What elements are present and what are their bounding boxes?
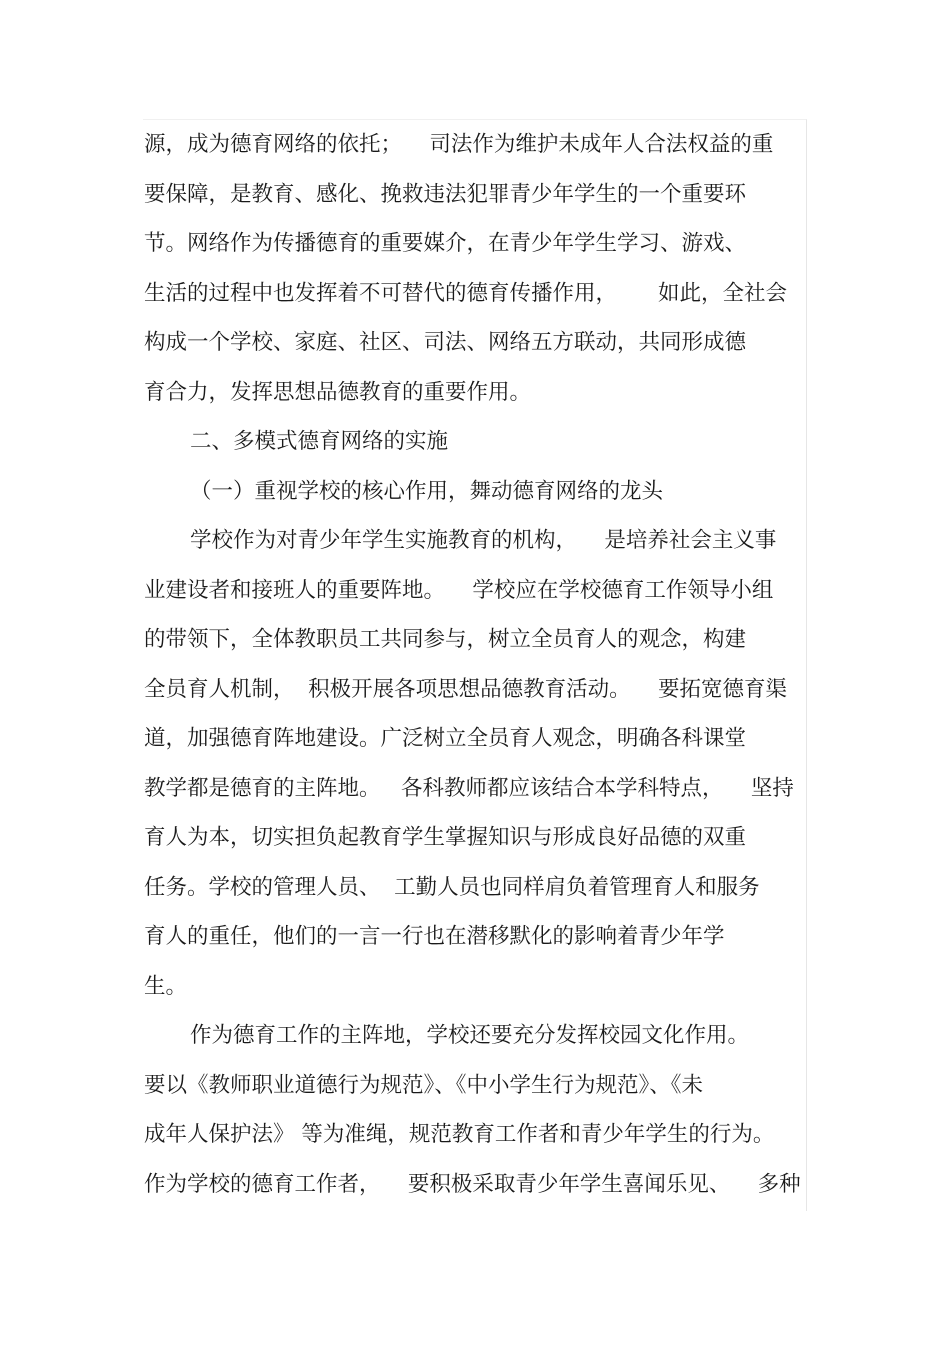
text-line: 道，加强德育阵地建设。广泛树立全员育人观念，明确各科课堂 <box>144 726 747 751</box>
text-line: 构成一个学校、家庭、社区、司法、网络五方联动，共同形成德 <box>144 330 747 355</box>
paragraph-start: 学校作为对青少年学生实施教育的机构， 是培养社会主义事 <box>190 528 777 553</box>
document-body <box>144 120 808 1209</box>
subsection-heading: （一）重视学校的核心作用，舞动德育网络的龙头 <box>190 478 664 504</box>
text-line: 育人为本，切实担负起教育学生掌握知识与形成良好品德的双重 <box>144 825 747 850</box>
text-line: 生。 <box>144 973 188 999</box>
paragraph-start: 作为德育工作的主阵地，学校还要充分发挥校园文化作用。 <box>190 1023 750 1048</box>
text-line: 育合力，发挥思想品德教育的重要作用。 <box>144 379 532 405</box>
text-line: 源，成为德育网络的依托； 司法作为维护未成年人合法权益的重 <box>144 132 774 157</box>
text-line: 业建设者和接班人的重要阵地。 学校应在学校德育工作领导小组 <box>144 577 774 603</box>
text-line: 节。网络作为传播德育的重要媒介，在青少年学生学习、游戏、 <box>144 231 747 256</box>
text-line: 教学都是德育的主阵地。 各科教师都应该结合本学科特点， 坚持 <box>144 775 794 801</box>
text-line: 育人的重任，他们的一言一行也在潜移默化的影响着青少年学 <box>144 924 725 949</box>
text-line: 生活的过程中也发挥着不可替代的德育传播作用， 如此，全社会 <box>144 280 788 306</box>
text-line: 要以《教师职业道德行为规范》、《中小学生行为规范》、《未 <box>144 1072 704 1098</box>
text-line: 全员育人机制， 积极开展各项思想品德教育活动。 要拓宽德育渠 <box>144 676 788 702</box>
text-line: 作为学校的德育工作者， 要积极采取青少年学生喜闻乐见、 多种 <box>144 1171 801 1197</box>
text-line: 的带领下，全体教职员工共同参与，树立全员育人的观念，构建 <box>144 627 747 652</box>
text-line: 任务。学校的管理人员、 工勤人员也同样肩负着管理育人和服务 <box>144 874 760 900</box>
text-line: 成年人保护法》 等为准绳，规范教育工作者和青少年学生的行为。 <box>144 1122 775 1147</box>
section-heading: 二、多模式德育网络的实施 <box>190 429 449 454</box>
text-line: 要保障，是教育、感化、挽救违法犯罪青少年学生的一个重要环 <box>144 181 747 207</box>
